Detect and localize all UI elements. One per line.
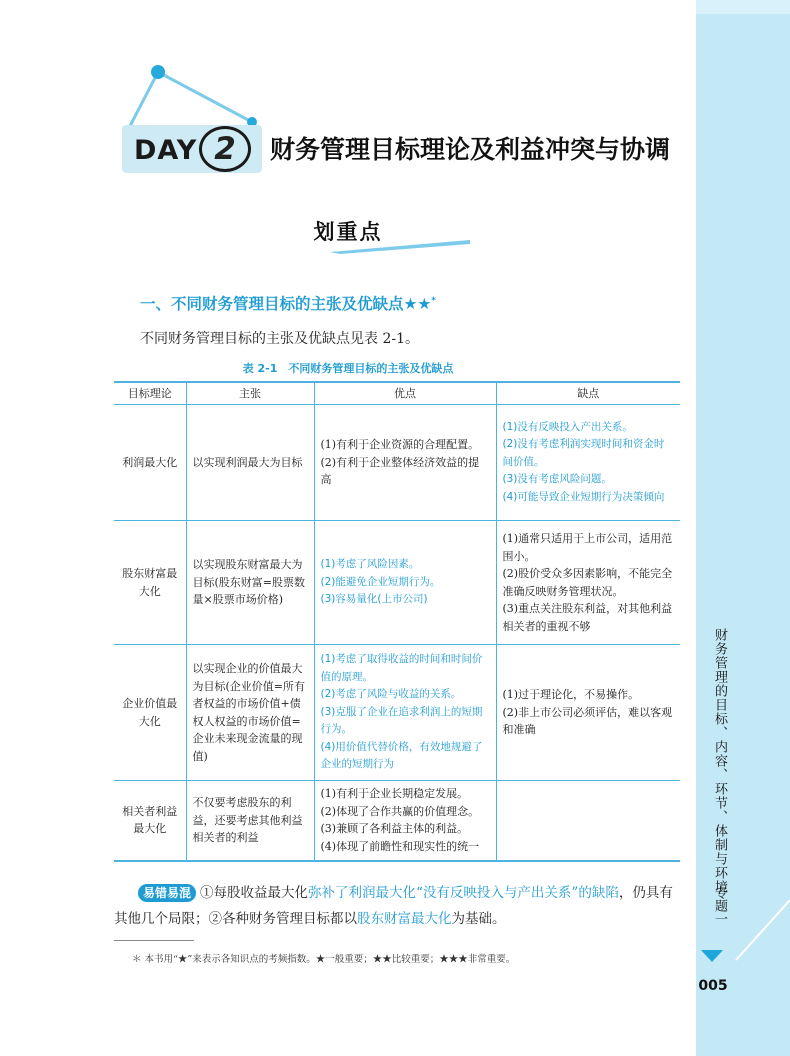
header-cell: 目标理论 — [114, 382, 186, 405]
claim-cell: 以实现利润最大为目标 — [186, 405, 314, 521]
pros-cell — [314, 645, 496, 781]
cons-item: (2)股价受众多因素影响，不能完全准确反映财务管理状况。 — [502, 567, 673, 598]
day-label: DAY — [134, 135, 198, 166]
tip-text-4: 股东财富最大化 — [357, 911, 452, 927]
pros-item: (2)体现了合作共赢的价值理念。 — [320, 804, 480, 818]
page-number: 005 — [698, 978, 728, 994]
cons-cell — [496, 521, 680, 645]
pros-cell — [314, 781, 496, 861]
pros-cell — [314, 521, 496, 645]
goal-name-cell: 利润最大化 — [114, 405, 186, 521]
table-row — [114, 645, 680, 781]
intro-text: 不同财务管理目标的主张及优缺点见表 2-1。 — [140, 331, 419, 347]
table-header-row — [114, 382, 680, 405]
header-cell: 缺点 — [496, 382, 680, 405]
tip-block — [114, 880, 684, 932]
table-row — [114, 781, 680, 861]
cons-cell — [496, 781, 680, 861]
pros-item: (3)克服了企业在追求利润上的短期行为。 — [320, 705, 483, 736]
tip-text-5: 为基础。 — [451, 911, 506, 927]
pros-item: (1)有利于企业资源的合理配置。 — [320, 438, 480, 452]
pros-item: (1)考虑了取得收益的时间和时间价值的原理。 — [320, 653, 483, 683]
cons-item: (4)可能导致企业短期行为决策倾向 — [502, 490, 665, 503]
table-row — [114, 405, 680, 521]
cons-item: (1)过于理论化，不易操作。 — [502, 688, 640, 702]
tip-text-2: 弥补了利润最大化“没有反映投入与产出关系”的缺陷 — [308, 885, 619, 901]
goal-name-cell: 企业价值最大化 — [114, 645, 186, 781]
cons-item: (2)非上市公司必须评估，难以客观和准确 — [502, 705, 673, 737]
cons-item: (3)没有考虑风险问题。 — [502, 473, 612, 486]
footnote-mark: * — [431, 295, 437, 306]
topic-label: 专题一 — [712, 886, 727, 925]
pros-item: (1)考虑了风险因素。 — [320, 558, 420, 571]
pros-item: (1)有利于企业长期稳定发展。 — [320, 787, 469, 801]
pros-item: (3)容易量化(上市公司) — [320, 593, 428, 606]
goal-name-cell: 相关者利益最大化 — [114, 781, 186, 861]
header-cell: 主张 — [186, 382, 314, 405]
day-number: 2 — [199, 126, 251, 172]
point-heading — [140, 292, 436, 314]
cons-cell — [496, 645, 680, 781]
tip-badge: 易错易混 — [138, 884, 196, 902]
claim-cell: 以实现股东财富最大为目标(股东财富=股票数量×股票市场价格) — [186, 521, 314, 645]
chapter-title-vertical: 财务管理的目标、内容、环节、体制与环境 — [712, 628, 727, 894]
point-heading-text: 一、不同财务管理目标的主张及优缺点★★ — [140, 295, 432, 313]
claim-cell: 以实现企业的价值最大为目标(企业价值=所有者权益的市场价值+债权人权益的市场价值=企业未来现金流量的现值) — [186, 645, 314, 781]
footnote: ＊ 本书用“★”来表示各知识点的考频指数。★一般重要；★★比较重要；★★★非常重要。 — [132, 954, 516, 965]
footnote-rule — [114, 940, 194, 941]
table-caption: 表 2-1 不同财务管理目标的主张及优缺点 — [242, 362, 454, 375]
table-row — [114, 521, 680, 645]
pros-item: (2)有利于企业整体经济效益的提高 — [320, 455, 480, 487]
goals-table — [114, 381, 680, 862]
heading-underline — [330, 236, 470, 256]
pros-item: (4)体现了前瞻性和现实性的统一 — [320, 839, 480, 853]
page-title: 财务管理目标理论及利益冲突与协调 — [270, 135, 671, 164]
cons-item: (2)没有考虑利润实现时间和资金时间价值。 — [502, 438, 665, 468]
goal-name-cell: 股东财富最大化 — [114, 521, 186, 645]
pros-item: (2)能避免企业短期行为。 — [320, 575, 441, 588]
pros-item: (3)兼顾了各利益主体的利益。 — [320, 822, 469, 836]
cons-item: (3)重点关注股东利益，对其他利益相关者的重视不够 — [502, 602, 673, 633]
pros-item: (2)考虑了风险与收益的关系。 — [320, 688, 462, 701]
header-cell: 优点 — [314, 382, 496, 405]
pros-cell — [314, 405, 496, 521]
cons-item: (1)没有反映投入产出关系。 — [502, 420, 633, 433]
claim-cell: 不仅要考虑股东的利益，还要考虑其他利益相关者的利益 — [186, 781, 314, 861]
tip-text-1: ①每股收益最大化 — [200, 885, 309, 901]
pros-item: (4)用价值代替价格，有效地规避了企业的短期行为 — [320, 740, 483, 771]
section-heading: 划重点 — [313, 220, 383, 244]
down-arrow-icon — [701, 950, 723, 962]
cons-cell — [496, 405, 680, 521]
cons-item: (1)通常只适用于上市公司，适用范围小。 — [502, 532, 673, 563]
tip-text-3: ，仍具有其他几个局限；②各种财务管理目标都以 — [114, 885, 673, 927]
